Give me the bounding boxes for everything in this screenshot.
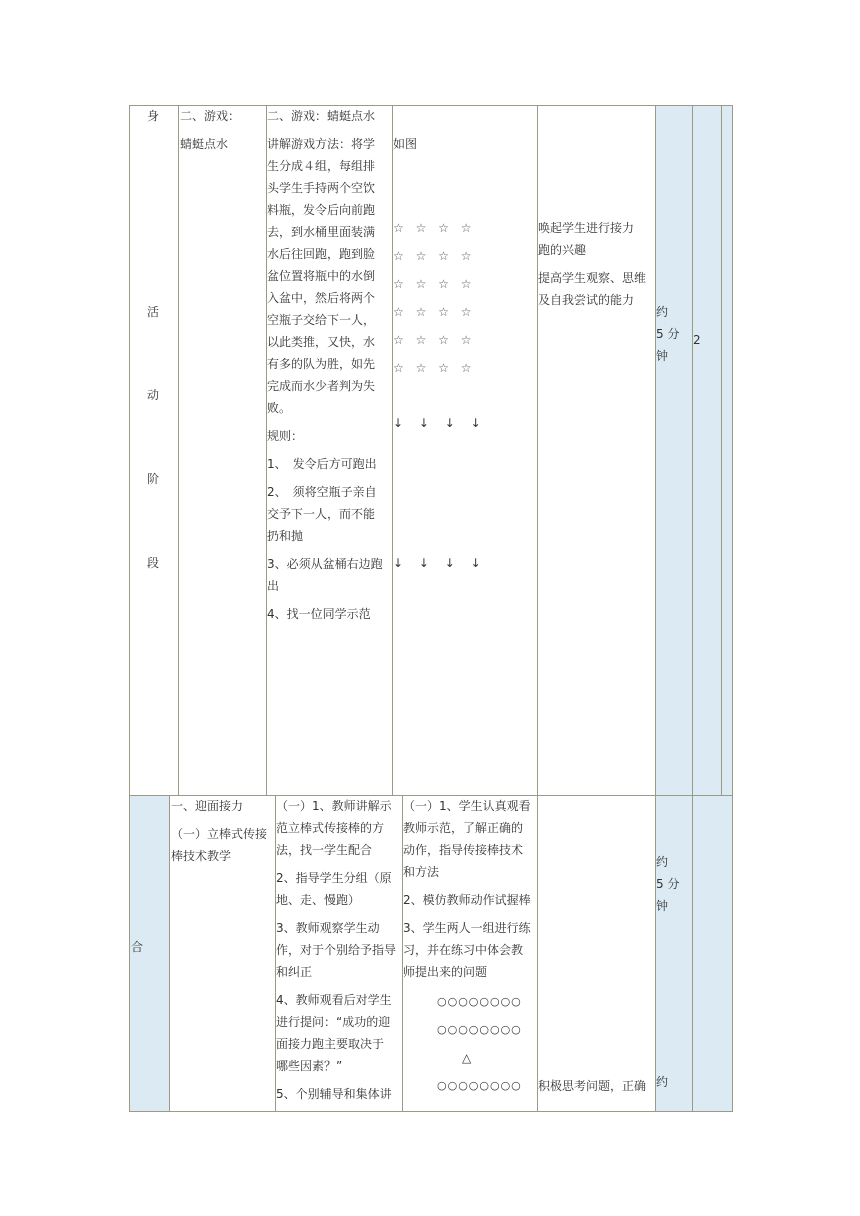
col-divider xyxy=(721,106,722,795)
stage-char: 阶 xyxy=(147,472,160,486)
time-line: 5 分 xyxy=(656,877,680,891)
student-line: 和方法 xyxy=(403,865,440,879)
formation-intro: 如图 xyxy=(393,137,418,151)
content-text xyxy=(171,795,267,867)
teacher-line: 以此类推，又快，水 xyxy=(267,335,376,349)
time-line: 约 xyxy=(656,855,669,869)
teacher-line: 法，找一学生配合 xyxy=(276,843,373,857)
down-arrows: ↓ ↓ ↓ ↓ xyxy=(393,556,487,570)
student-cell-bg xyxy=(393,106,537,795)
student-line: 师提出来的问题 xyxy=(403,965,488,979)
teacher-line: 完成而水少者判为失 xyxy=(267,379,376,393)
student-activity xyxy=(403,795,531,983)
star-row: ☆ ☆ ☆ ☆ xyxy=(393,361,476,375)
teacher-line: 二、游戏：蜻蜓点水 xyxy=(267,109,376,123)
time-text xyxy=(656,301,679,367)
teacher-line: 败。 xyxy=(267,401,292,415)
stage-char: 合 xyxy=(131,940,144,954)
student-line: 动作，指导传接棒技术 xyxy=(403,843,524,857)
circle-formation-row: ○○○○○○○○ xyxy=(437,995,522,1008)
rule-1: 1、 发令后方可跑出 xyxy=(267,457,377,471)
teacher-line: 头学生手持两个空饮 xyxy=(267,181,376,195)
col-divider xyxy=(692,106,693,795)
star-row: ☆ ☆ ☆ ☆ xyxy=(393,305,476,319)
stage-char: 身 xyxy=(147,109,160,123)
teacher-line: 和纠正 xyxy=(276,965,313,979)
teacher-line: 2、指导学生分组（原 xyxy=(276,871,392,885)
teacher-line: 进行提问：“成功的迎 xyxy=(276,1015,391,1029)
purpose-cell-bg xyxy=(538,796,655,1111)
circle-formation-row: ○○○○○○○○ xyxy=(437,1023,522,1036)
purpose-cell-bg xyxy=(538,106,655,795)
down-arrows: ↓ ↓ ↓ ↓ xyxy=(393,416,487,430)
student-line: 2、模仿教师动作试握棒 xyxy=(403,893,531,907)
circle-formation-row: ○○○○○○○○ xyxy=(437,1079,522,1092)
teacher-line: 地、走、慢跑） xyxy=(276,893,361,907)
teacher-line: 3、教师观察学生动 xyxy=(276,921,380,935)
purpose-line: 唤起学生进行接力 xyxy=(538,221,635,235)
student-line: 教师示范，了解正确的 xyxy=(403,821,524,835)
stage-cell-bg xyxy=(130,106,178,795)
col-divider xyxy=(692,796,693,1111)
teacher-activity xyxy=(267,105,383,625)
col-divider xyxy=(655,796,656,1111)
content-title: 二、游戏： xyxy=(180,109,241,123)
content-line: 棒技术教学 xyxy=(171,849,232,863)
teacher-line: 面接力跑主要取决于 xyxy=(276,1037,385,1051)
teacher-line: 入盆中，然后将两个 xyxy=(267,291,376,305)
rule-3-cont: 出 xyxy=(267,579,280,593)
teacher-line: 5、个别辅导和集体讲 xyxy=(276,1087,392,1101)
teacher-line: 作，对于个别给予指导 xyxy=(276,943,397,957)
purpose-text xyxy=(538,217,646,311)
purpose-line: 及自我尝试的能力 xyxy=(538,293,635,307)
time-text xyxy=(656,851,679,917)
time-line: 约 xyxy=(656,1075,669,1089)
content-game-name: 蜻蜓点水 xyxy=(180,137,229,151)
teacher-line: 讲解游戏方法：将学 xyxy=(267,137,376,151)
time-line: 钟 xyxy=(656,899,669,913)
teacher-line: 料瓶，发令后向前跑 xyxy=(267,203,376,217)
star-row: ☆ ☆ ☆ ☆ xyxy=(393,221,476,235)
rule-2: 2、 须将空瓶子亲自 xyxy=(267,485,377,499)
teacher-line: 空瓶子交给下一人， xyxy=(267,313,376,327)
teacher-line: 哪些因素？” xyxy=(276,1059,343,1073)
purpose-text: 积极思考问题，正确 xyxy=(538,1079,647,1093)
star-formation xyxy=(393,217,475,385)
teacher-line: 有多的队为胜，如先 xyxy=(267,357,376,371)
stage-char: 段 xyxy=(147,556,160,570)
purpose-line: 跑的兴趣 xyxy=(538,243,587,257)
rule-3: 3、必须从盆桶右边跑 xyxy=(267,557,383,571)
rule-2-cont: 交予下一人，而不能 xyxy=(267,507,376,521)
time-line: 钟 xyxy=(656,349,669,363)
student-line: 习，并在练习中体会教 xyxy=(403,943,524,957)
activity-table-section1 xyxy=(129,105,733,796)
time-line: 5 分 xyxy=(656,327,680,341)
student-line: （一）1、学生认真观看 xyxy=(403,799,531,813)
student-line: 3、学生两人一组进行练 xyxy=(403,921,531,935)
purpose-line: 提高学生观察、思维 xyxy=(538,271,647,285)
rule-4: 4、找一位同学示范 xyxy=(267,607,371,621)
teacher-line: 生分成４组，每组排 xyxy=(267,159,376,173)
star-row: ☆ ☆ ☆ ☆ xyxy=(393,277,476,291)
teacher-line: 水后往回跑，跑到脸 xyxy=(267,247,376,261)
stage-char: 活 xyxy=(147,305,160,319)
star-row: ☆ ☆ ☆ ☆ xyxy=(393,333,476,347)
teacher-line: 范立棒式传接棒的方 xyxy=(276,821,385,835)
teacher-line: 4、教师观看后对学生 xyxy=(276,993,392,1007)
rule-2-cont: 扔和抛 xyxy=(267,529,304,543)
content-cell-bg xyxy=(179,106,266,795)
teacher-line: 盆位置将瓶中的水倒 xyxy=(267,269,376,283)
repeat-count: 2 xyxy=(693,333,701,347)
triangle-marker: △ xyxy=(462,1051,472,1065)
content-line: （一）立棒式传接 xyxy=(171,827,268,841)
teacher-line: （一）1、教师讲解示 xyxy=(276,799,392,813)
rules-title: 规则： xyxy=(267,429,304,443)
time-line: 约 xyxy=(656,305,669,319)
teacher-activity xyxy=(276,795,396,1105)
teacher-line: 去，到水桶里面装满 xyxy=(267,225,376,239)
stage-char: 动 xyxy=(147,388,160,402)
content-line: 一、迎面接力 xyxy=(171,799,244,813)
star-row: ☆ ☆ ☆ ☆ xyxy=(393,249,476,263)
col-divider xyxy=(655,106,656,795)
